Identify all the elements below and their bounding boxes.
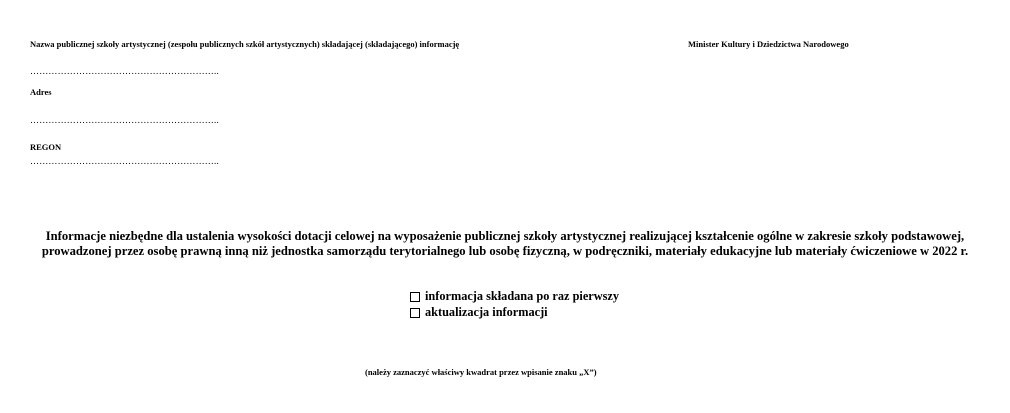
school-name-label: Nazwa publicznej szkoły artystycznej (zespołu publicznych szkół artystycznych) składającej (składającego) informację	[30, 39, 460, 49]
footnote: (należy zaznaczyć właściwy kwadrat przez wpisanie znaku „X”)	[365, 367, 597, 377]
recipient-label: Minister Kultury i Dziedzictwa Narodowego	[688, 39, 849, 49]
option-update-label: aktualizacja informacji	[425, 305, 548, 319]
address-field[interactable]: ……………………………………………………..	[30, 115, 219, 125]
option-first-submission[interactable]	[410, 289, 619, 304]
regon-label: REGON	[30, 142, 62, 152]
checkbox-icon[interactable]	[410, 308, 420, 318]
address-label: Adres	[30, 87, 52, 97]
option-first-submission-label: informacja składana po raz pierwszy	[425, 289, 620, 303]
document-title-line-2: prowadzonej przez osobę prawną inną niż jednostka samorządu terytorialnego lub osobę fizyczną, w podręczniki, materiały edukacyjne lub materiały ćwiczeniowe w 2022 r.	[41, 244, 969, 258]
document-title-line-1: Informacje niezbędne dla ustalenia wysokości dotacji celowej na wyposażenie publicznej szkoły artystycznej realizującej kształcenie ogólne w zakresie szkoły podstawowej,	[45, 229, 965, 243]
checkbox-icon[interactable]	[410, 292, 420, 302]
regon-field[interactable]: ……………………………………………………..	[30, 156, 219, 166]
school-name-field[interactable]: ……………………………………………………..	[30, 66, 219, 76]
option-update[interactable]	[410, 305, 548, 320]
